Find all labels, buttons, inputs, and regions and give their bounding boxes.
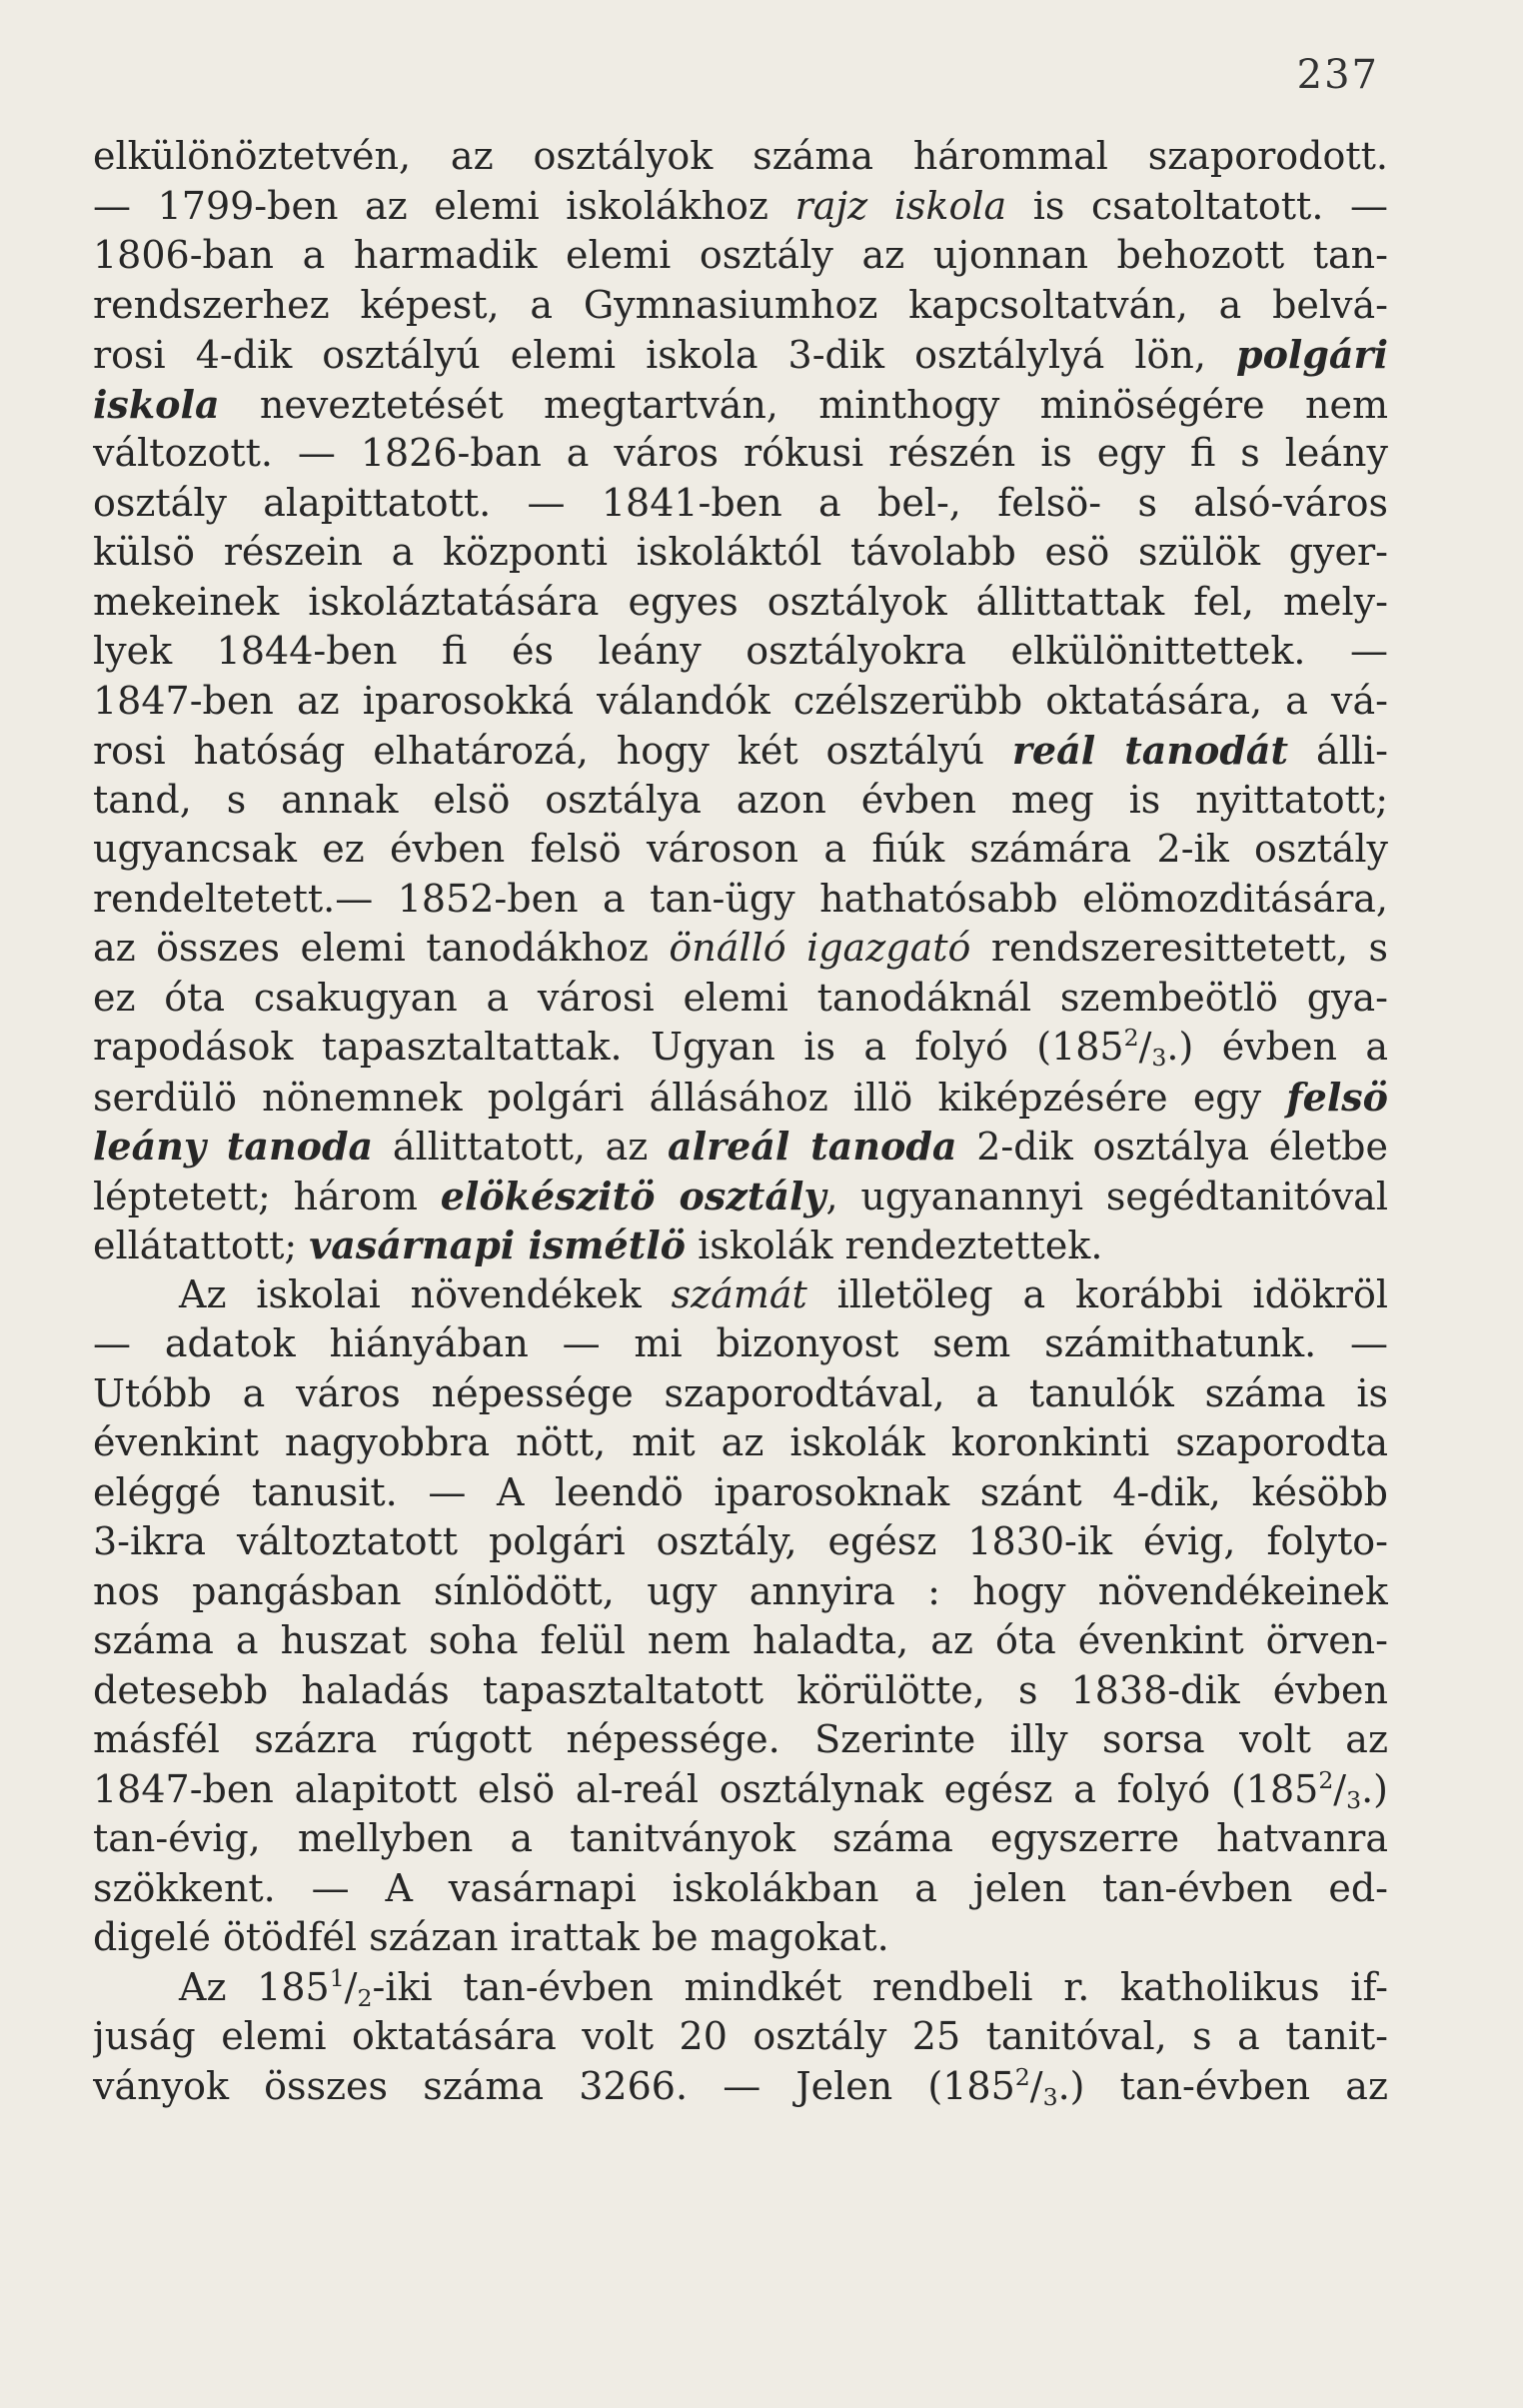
emphasized-text: rajz iskola [794, 183, 1007, 228]
fraction-part: 2 [357, 1983, 373, 2012]
fraction-part: 2 [1318, 1765, 1334, 1794]
text-line [93, 380, 1388, 430]
text-segment: .) évben a [1166, 1025, 1388, 1069]
text-segment: tand, s annak elsö osztálya azon évben meg is nyittatott; [93, 777, 1388, 822]
text-line [93, 726, 1388, 776]
text-line [93, 231, 1388, 281]
text-line [93, 281, 1388, 331]
text-segment: / [344, 1964, 358, 2009]
text-line [93, 1220, 1388, 1270]
emphasized-text: felsö [1286, 1074, 1388, 1120]
text-line [93, 627, 1388, 677]
text-segment: / [1138, 1025, 1152, 1069]
text-segment: serdülö nönemnek polgári állásához illö kiképzésére egy [93, 1075, 1287, 1120]
text-segment: nos pangásban sínlödött, ugy annyira : hogy növendékeinek [93, 1568, 1388, 1613]
text-line [93, 429, 1388, 479]
fraction-part: 2 [1123, 1024, 1139, 1052]
text-line [93, 825, 1388, 875]
text-line [93, 1765, 1388, 1815]
text-segment: .) [1361, 1766, 1388, 1811]
fraction-part: 1 [329, 1963, 345, 1992]
text-segment: digelé ötödfél százan irattak be magokat. [93, 1915, 889, 1959]
fraction-part: 3 [1042, 2082, 1058, 2111]
text-segment: rendszerhez képest, a Gymnasiumhoz kapcsoltatván, a belvá- [93, 282, 1388, 327]
text-line [93, 974, 1388, 1024]
text-segment: — 1799-ben az elemi iskolákhoz [93, 183, 795, 228]
text-segment: eléggé tanusit. — A leendö iparosoknak szánt 4-dik, késöbb [93, 1469, 1388, 1514]
text-segment: lyek 1844-ben fi és leány osztályokra elkülönittettek. — [93, 629, 1388, 673]
text-line [93, 677, 1388, 727]
text-segment: ellátattott; [93, 1223, 310, 1267]
text-segment: rendszeresittetett, s [970, 926, 1388, 970]
text-line [93, 1418, 1388, 1468]
text-line [93, 1913, 1388, 1963]
text-segment: 1847-ben alapitott elsö al-reál osztálynak egész a folyó (185 [93, 1766, 1319, 1811]
text-line [93, 924, 1388, 974]
text-line [93, 1369, 1388, 1419]
text-segment: rendeltetett.— 1852-ben a tan-ügy hathatósabb elömozditására, [93, 876, 1388, 921]
text-line [93, 1963, 1388, 2013]
text-segment: is csatoltatott. — [1006, 183, 1388, 228]
text-line [93, 1567, 1388, 1617]
text-segment: illetöleg a korábbi idökröl [806, 1271, 1388, 1316]
text-segment: rosi 4-dik osztályú elemi iskola 3-dik osztálylyá lön, [93, 333, 1236, 377]
text-segment: léptetett; három [93, 1174, 441, 1218]
text-segment: rapodások tapasztaltattak. Ugyan is a folyó (185 [93, 1025, 1124, 1069]
text-line [93, 330, 1388, 380]
text-segment: évenkint nagyobbra nött, mit az iskolák koronkinti szaporodta [93, 1420, 1388, 1464]
emphasized-text: iskola [93, 381, 220, 427]
text-segment: az összes elemi tanodákhoz [93, 926, 670, 970]
text-line [93, 1468, 1388, 1518]
text-line [93, 1319, 1388, 1369]
emphasized-text: polgári [1236, 332, 1388, 377]
text-segment: .) tan-évben az [1057, 2063, 1388, 2108]
text-segment: -iki tan-évben mindkét rendbeli r. katholikus if- [372, 1964, 1388, 2009]
text-line [93, 1814, 1388, 1864]
text-segment: tan-évig, mellyben a tanitványok száma egyszerre hatvanra [93, 1816, 1388, 1860]
text-segment: — adatok hiányában — mi bizonyost sem számithatunk. — [93, 1321, 1388, 1365]
text-segment: juság elemi oktatására volt 20 osztály 25 tanitóval, s a tanit- [93, 2014, 1388, 2058]
text-line [93, 1122, 1388, 1172]
text-segment: 2-dik osztálya életbe [956, 1125, 1388, 1169]
text-segment: osztály alapittatott. — 1841-ben a bel-, felsö- s alsó-város [93, 480, 1388, 525]
emphasized-text: önálló igazgató [669, 926, 971, 970]
text-segment: / [1333, 1766, 1347, 1811]
body-text [93, 132, 1388, 2111]
text-line [93, 1864, 1388, 1914]
text-segment: 1806-ban a harmadik elemi osztály az ujonnan behozott tan- [93, 233, 1388, 277]
text-line [93, 776, 1388, 826]
text-line [93, 2062, 1388, 2112]
text-segment: rosi hatóság elhatározá, hogy két osztályú [93, 729, 1012, 773]
text-line [93, 132, 1388, 182]
text-line [93, 578, 1388, 628]
emphasized-text: alreál tanoda [668, 1124, 957, 1169]
text-line [93, 182, 1388, 232]
text-segment: álli- [1288, 729, 1388, 773]
text-segment: Az iskolai növendékek [179, 1271, 672, 1316]
text-segment: ugyancsak ez évben felsö városon a fiúk számára 2-ik osztály [93, 827, 1388, 871]
text-line [93, 1023, 1388, 1073]
text-segment: , ugyanannyi segédtanitóval [825, 1174, 1388, 1218]
page-number: 237 [1296, 52, 1379, 98]
text-line [93, 1270, 1388, 1320]
text-segment: változott. — 1826-ban a város rókusi részén is egy fi s leány [93, 431, 1388, 475]
text-segment: szökkent. — A vasárnapi iskolákban a jelen tan-évben ed- [93, 1865, 1388, 1910]
text-segment: Az 185 [179, 1964, 330, 2009]
text-segment: ványok összes száma 3266. — Jelen (185 [93, 2063, 1015, 2108]
text-line [93, 1172, 1388, 1221]
text-segment: külsö részein a központi iskoláktól távolabb esö szülök gyer- [93, 530, 1388, 574]
text-segment: állittatott, az [373, 1125, 669, 1169]
text-line [93, 1616, 1388, 1666]
text-segment: ez óta csakugyan a városi elemi tanodáknál szembeötlö gya- [93, 975, 1388, 1020]
text-segment: 3-ikra változtatott polgári osztály, egész 1830-ik évig, folyto- [93, 1519, 1388, 1563]
text-line [93, 1666, 1388, 1716]
text-segment: Utóbb a város népessége szaporodtával, a tanulók száma is [93, 1370, 1388, 1415]
fraction-part: 2 [1014, 2062, 1030, 2091]
text-line [93, 528, 1388, 578]
text-segment: 1847-ben az iparosokká válandók czélszerübb oktatására, a vá- [93, 678, 1388, 723]
text-segment: mekeinek iskoláztatására egyes osztályok állittattak fel, mely- [93, 579, 1388, 624]
emphasized-text: vasárnapi ismétlö [309, 1222, 686, 1267]
text-segment: / [1029, 2063, 1043, 2108]
text-line [93, 1073, 1388, 1123]
emphasized-text: számát [671, 1271, 807, 1316]
text-segment: másfél százra rúgott népessége. Szerinte illy sorsa volt az [93, 1717, 1388, 1761]
text-line [93, 479, 1388, 529]
text-line [93, 2012, 1388, 2062]
fraction-part: 3 [1151, 1044, 1167, 1072]
text-segment: iskolák rendeztettek. [686, 1223, 1103, 1267]
text-line [93, 1715, 1388, 1765]
emphasized-text: elökészitö osztály [440, 1173, 826, 1218]
emphasized-text: leány tanoda [93, 1124, 374, 1169]
text-segment: detesebb haladás tapasztaltatott körülötte, s 1838-dik évben [93, 1667, 1388, 1712]
text-line [93, 875, 1388, 925]
text-segment: neveztetését megtartván, minthogy minöségére nem [219, 382, 1388, 427]
fraction-part: 3 [1346, 1785, 1362, 1814]
text-segment: elkülönöztetvén, az osztályok száma hárommal szaporodott. [93, 134, 1388, 178]
text-line [93, 1517, 1388, 1567]
text-segment: száma a huszat soha felül nem haladta, az óta évenkint örven- [93, 1618, 1388, 1662]
emphasized-text: reál tanodát [1011, 728, 1289, 773]
